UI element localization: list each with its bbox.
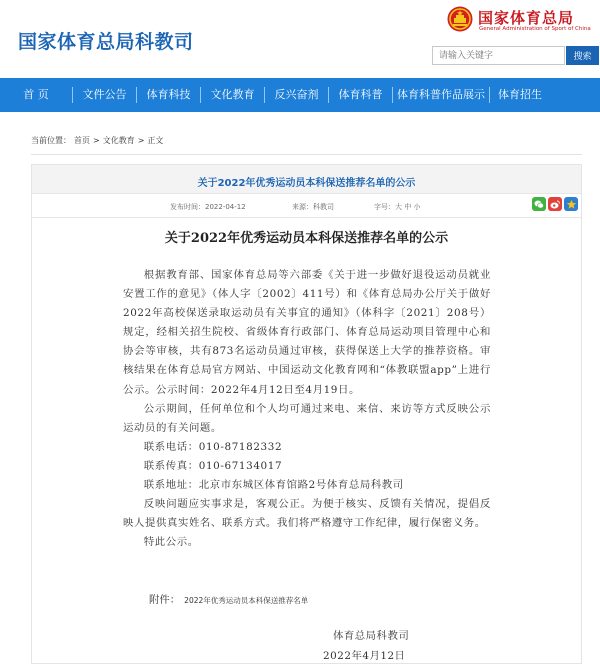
main-nav	[0, 78, 600, 112]
contact-address: 联系地址：北京市东城区体育馆路2号体育总局科教司	[143, 479, 404, 492]
body-paragraph: 根据教育部、国家体育总局等六部委《关于进一步做好退役运动员就业安置工作的意见》（体人字〔2002〕411号）和《体育总局办公厅关于做好2022年高校保送录取运动员有关事宜的通知》（体科字〔2021〕208号）规定，经相关招生院校、省级体育行政部门、体育总局运动项目管理中心和协会等审核，共有873名运动员通过审核，获得保送上大学的推荐资格。审核结果在体育总局官方网站、中国运动文化教育网和“体教联盟app”上进行公示。公示时间：2022年4月12日至4月19日。	[123, 269, 491, 396]
site-header	[0, 0, 600, 78]
font-size-small[interactable]: 小	[413, 203, 421, 211]
breadcrumb-culture-education[interactable]: 文化教育	[102, 136, 135, 145]
contact-fax: 联系传真：010-67134017	[143, 459, 283, 472]
article-heading: 关于2022年优秀运动员本科保送推荐名单的公示	[197, 178, 416, 189]
breadcrumb-separator: >	[93, 136, 100, 145]
site-title[interactable]: 国家体育总局科教司	[18, 31, 194, 53]
font-size-label: 字号：	[374, 203, 395, 211]
nav-item-anti-doping[interactable]: 反兴奋剂	[274, 88, 319, 101]
breadcrumb-current: 正文	[147, 136, 164, 145]
document-title: 关于2022年优秀运动员本科保送推荐名单的公示	[164, 231, 449, 246]
nav-item-science-popularization[interactable]: 体育科普	[338, 88, 383, 101]
attachment-link[interactable]: 2022年优秀运动员本科保送推荐名单	[184, 596, 309, 605]
article-header-bar	[32, 165, 581, 194]
wechat-share-icon[interactable]	[532, 197, 546, 211]
divider	[31, 154, 582, 155]
breadcrumb-home[interactable]: 首页	[74, 136, 90, 145]
national-emblem-icon	[447, 6, 473, 32]
body-paragraph: 公示期间，任何单位和个人均可通过来电、来信、来访等方式反映公示运动员的有关问题。	[123, 402, 491, 434]
article-source: 来源：科教司	[292, 203, 334, 211]
nav-item-culture-education[interactable]: 文化教育	[210, 88, 255, 101]
closing-line: 特此公示。	[143, 536, 199, 549]
nav-item-science-works[interactable]: 体育科普作品展示	[397, 88, 485, 101]
nav-item-announcements[interactable]: 文件公告	[82, 88, 127, 101]
share-bar	[532, 197, 578, 211]
attachment	[149, 591, 308, 606]
divider	[32, 217, 581, 218]
brand-name: 国家体育总局	[478, 9, 575, 27]
favorite-star-icon[interactable]	[564, 197, 578, 211]
article-container	[31, 164, 582, 664]
article-body	[123, 266, 491, 552]
nav-item-sports-admission[interactable]: 体育招生	[498, 88, 542, 101]
breadcrumb-separator: >	[137, 136, 145, 145]
signature: 体育总局科教司	[333, 630, 410, 642]
breadcrumb-prefix: 当前位置：	[31, 136, 71, 145]
search-button[interactable]: 搜索	[566, 46, 599, 65]
brand-name-english: General Administration of Sport of China	[479, 26, 591, 32]
font-size-medium[interactable]: 中	[404, 203, 412, 211]
attachment-label: 附件：	[149, 594, 181, 606]
font-size-control	[374, 202, 420, 212]
signature-date: 2022年4月12日	[323, 650, 406, 662]
breadcrumb	[31, 135, 166, 146]
contact-phone: 联系电话：010-87182332	[143, 440, 283, 453]
font-size-large[interactable]: 大	[395, 203, 402, 211]
body-paragraph: 反映问题应实事求是，客观公正。为便于核实、反馈有关情况，提倡反映人提供真实姓名、联系方式。我们将严格遵守工作纪律，履行保密义务。	[123, 498, 491, 530]
weibo-share-icon[interactable]	[548, 197, 562, 211]
nav-item-sports-tech[interactable]: 体育科技	[146, 88, 191, 101]
search-input[interactable]	[432, 46, 565, 65]
nav-item-home[interactable]: 首 页	[23, 88, 49, 101]
publish-date: 发布时间：2022-04-12	[170, 203, 246, 211]
